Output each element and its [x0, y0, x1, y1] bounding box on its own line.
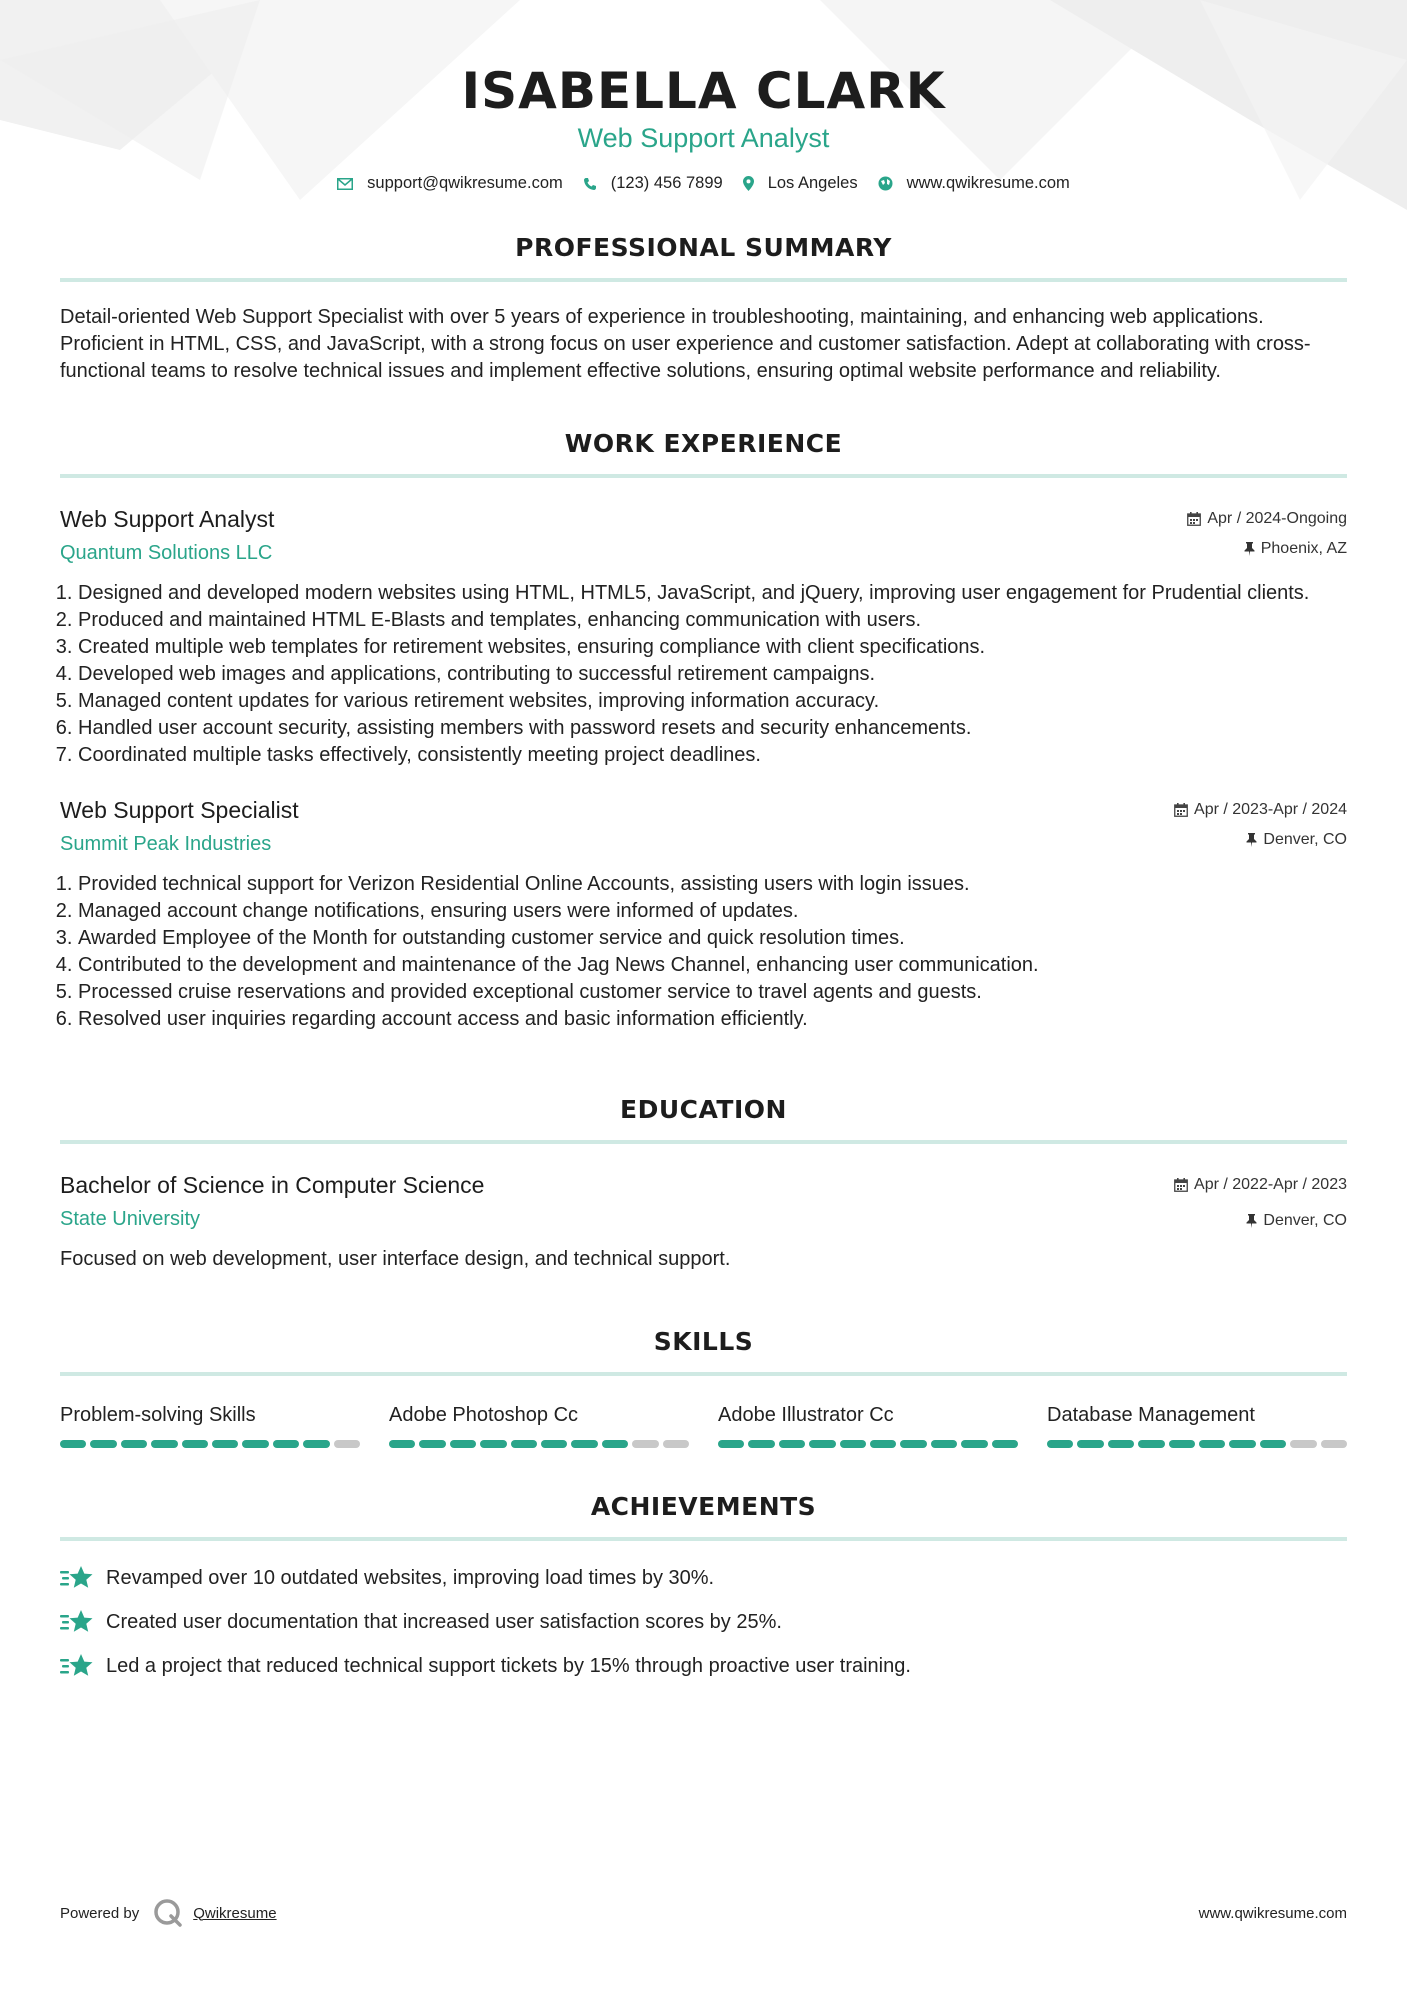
skill-segment-empty: [1321, 1440, 1347, 1448]
list-item: 4. Developed web images and applications, contributing to successful retirement campaigns.: [78, 661, 1347, 688]
job-bullets: [60, 871, 1347, 1033]
powered-by: [60, 1898, 277, 1928]
achievement-text: Led a project that reduced technical support tickets by 15% through proactive user training.: [106, 1655, 911, 1677]
email-text: support@qwikresume.com: [367, 174, 563, 192]
skill-segment-filled: [90, 1440, 116, 1448]
job-company: Summit Peak Industries: [60, 833, 272, 855]
list-item: 5. Processed cruise reservations and provided exceptional customer service to travel agents and guests.: [78, 979, 1347, 1006]
skill-segment-filled: [931, 1440, 957, 1448]
skill-segment-filled: [1077, 1440, 1103, 1448]
experience-heading: WORK EXPERIENCE: [60, 429, 1347, 478]
skill-segment-filled: [1108, 1440, 1134, 1448]
powered-by-label: Powered by: [60, 1904, 140, 1922]
skill-segment-empty: [632, 1440, 658, 1448]
skill-segment-filled: [1138, 1440, 1164, 1448]
footer-website[interactable]: www.qwikresume.com: [1198, 1904, 1347, 1922]
star-icon: [60, 1565, 94, 1591]
envelope-icon: [337, 178, 353, 190]
job-role: Web Support Analyst: [60, 506, 275, 532]
school: State University: [60, 1208, 201, 1230]
skill-segment-filled: [151, 1440, 177, 1448]
skill-segment-filled: [961, 1440, 987, 1448]
skill-segment-filled: [748, 1440, 774, 1448]
star-icon: [60, 1609, 94, 1635]
skill-level-bar: [389, 1440, 689, 1448]
skill-segment-empty: [1290, 1440, 1316, 1448]
achievement-item: [60, 1609, 1347, 1635]
skill-segment-filled: [389, 1440, 415, 1448]
candidate-name: ISABELLA CLARK: [461, 62, 946, 120]
summary-text: Detail-oriented Web Support Specialist with over 5 years of experience in troubleshooting, maintaining, and enhancing web applications. Proficient in HTML, CSS, and JavaScript, with a strong focus on user experience and customer satisfaction. Adept at collaborating with cross-functional teams to resolve technical issues and implement effective solutions, ensuring optimal website performance and reliability.: [60, 306, 1311, 382]
list-item: 1. Provided technical support for Verizon Residential Online Accounts, assisting users with login issues.: [78, 871, 1347, 898]
globe-icon: [878, 176, 893, 191]
footer: [60, 1898, 1347, 1928]
list-item: 6. Handled user account security, assisting members with password resets and security enhancements.: [78, 715, 1347, 742]
skill-item: [60, 1402, 360, 1448]
job-entry: [60, 504, 1347, 769]
job-bullets: [60, 580, 1347, 769]
list-item: 2. Managed account change notifications, ensuring users were informed of updates.: [78, 898, 1347, 925]
calendar-icon: [1174, 1178, 1188, 1192]
list-item: 3. Created multiple web templates for retirement websites, ensuring compliance with client specifications.: [78, 634, 1347, 661]
skill-segment-filled: [1169, 1440, 1195, 1448]
skill-item: [1047, 1402, 1347, 1448]
job-dates: Apr / 2023-Apr / 2024: [1194, 801, 1347, 818]
location-text: Los Angeles: [767, 174, 858, 192]
skill-segment-filled: [121, 1440, 147, 1448]
resume-header: [60, 0, 1347, 193]
skill-segment-filled: [1199, 1440, 1225, 1448]
list-item: 1. Designed and developed modern websites using HTML, HTML5, JavaScript, and jQuery, improving user engagement for Prudential clients.: [78, 580, 1347, 607]
contact-bar: [60, 174, 1347, 193]
skill-name: Adobe Photoshop Cc: [389, 1404, 579, 1426]
contact-email[interactable]: [337, 174, 563, 193]
skills-list: [60, 1402, 1347, 1448]
qwikresume-logo-icon: [153, 1898, 183, 1928]
skill-segment-filled: [900, 1440, 926, 1448]
pushpin-icon: [1246, 1214, 1257, 1228]
skill-segment-filled: [602, 1440, 628, 1448]
education-description: Focused on web development, user interface design, and technical support.: [60, 1248, 731, 1270]
skill-segment-filled: [718, 1440, 744, 1448]
contact-website[interactable]: [878, 174, 1070, 193]
job-location: Phoenix, AZ: [1260, 540, 1347, 557]
skill-segment-filled: [419, 1440, 445, 1448]
list-item: 5. Managed content updates for various retirement websites, improving information accuracy.: [78, 688, 1347, 715]
achievement-text: Created user documentation that increased user satisfaction scores by 25%.: [106, 1611, 782, 1633]
achievement-item: [60, 1565, 1347, 1591]
list-item: 2. Produced and maintained HTML E-Blasts and templates, enhancing communication with users.: [78, 607, 1347, 634]
skill-level-bar: [718, 1440, 1018, 1448]
phone-text: (123) 456 7899: [610, 174, 723, 192]
skill-segment-filled: [809, 1440, 835, 1448]
skill-segment-filled: [779, 1440, 805, 1448]
skill-segment-filled: [242, 1440, 268, 1448]
map-pin-icon: [743, 176, 754, 191]
education-heading: EDUCATION: [60, 1095, 1347, 1144]
skill-segment-filled: [992, 1440, 1018, 1448]
achievement-item: [60, 1653, 1347, 1679]
skill-name: Adobe Illustrator Cc: [718, 1404, 894, 1426]
website-text: www.qwikresume.com: [906, 174, 1070, 192]
achievement-text: Revamped over 10 outdated websites, improving load times by 30%.: [106, 1567, 715, 1589]
list-item: 7. Coordinated multiple tasks effectively, consistently meeting project deadlines.: [78, 742, 1347, 769]
skill-segment-filled: [1229, 1440, 1255, 1448]
skill-segment-filled: [273, 1440, 299, 1448]
job-dates: Apr / 2024-Ongoing: [1207, 510, 1347, 527]
skill-segment-filled: [541, 1440, 567, 1448]
list-item: 3. Awarded Employee of the Month for outstanding customer service and quick resolution times.: [78, 925, 1347, 952]
phone-icon: [583, 177, 597, 191]
skill-level-bar: [1047, 1440, 1347, 1448]
skill-segment-filled: [480, 1440, 506, 1448]
skill-name: Problem-solving Skills: [60, 1404, 256, 1426]
skill-segment-filled: [511, 1440, 537, 1448]
job-role: Web Support Specialist: [60, 797, 299, 823]
list-item: 4. Contributed to the development and maintenance of the Jag News Channel, enhancing user communication.: [78, 952, 1347, 979]
skill-segment-filled: [450, 1440, 476, 1448]
skill-segment-filled: [870, 1440, 896, 1448]
star-icon: [60, 1653, 94, 1679]
skill-segment-filled: [60, 1440, 86, 1448]
job-location: Denver, CO: [1263, 831, 1347, 848]
skill-item: [389, 1402, 689, 1448]
skill-item: [718, 1402, 1018, 1448]
summary-heading: PROFESSIONAL SUMMARY: [60, 233, 1347, 282]
education-entry: [60, 1170, 1347, 1273]
pushpin-icon: [1246, 833, 1257, 847]
achievements-heading: ACHIEVEMENTS: [60, 1492, 1347, 1541]
skill-segment-filled: [840, 1440, 866, 1448]
degree: Bachelor of Science in Computer Science: [60, 1172, 485, 1198]
brand-link[interactable]: Qwikresume: [193, 1904, 277, 1922]
list-item: 6. Resolved user inquiries regarding account access and basic information efficiently.: [78, 1006, 1347, 1033]
education-dates: Apr / 2022-Apr / 2023: [1194, 1176, 1347, 1193]
skill-segment-filled: [182, 1440, 208, 1448]
skill-level-bar: [60, 1440, 360, 1448]
achievements-list: [60, 1565, 1347, 1679]
contact-location: [743, 174, 858, 193]
skill-segment-empty: [663, 1440, 689, 1448]
skill-segment-filled: [1260, 1440, 1286, 1448]
pushpin-icon: [1244, 542, 1255, 556]
calendar-icon: [1187, 512, 1201, 526]
job-company: Quantum Solutions LLC: [60, 542, 273, 564]
skill-name: Database Management: [1047, 1404, 1255, 1426]
calendar-icon: [1174, 803, 1188, 817]
skill-segment-filled: [212, 1440, 238, 1448]
candidate-title: Web Support Analyst: [577, 123, 830, 153]
job-entry: [60, 795, 1347, 1033]
skill-segment-empty: [334, 1440, 360, 1448]
skills-heading: SKILLS: [60, 1327, 1347, 1376]
education-location: Denver, CO: [1263, 1212, 1347, 1229]
contact-phone[interactable]: [583, 174, 723, 193]
skill-segment-filled: [571, 1440, 597, 1448]
skill-segment-filled: [1047, 1440, 1073, 1448]
skill-segment-filled: [303, 1440, 329, 1448]
